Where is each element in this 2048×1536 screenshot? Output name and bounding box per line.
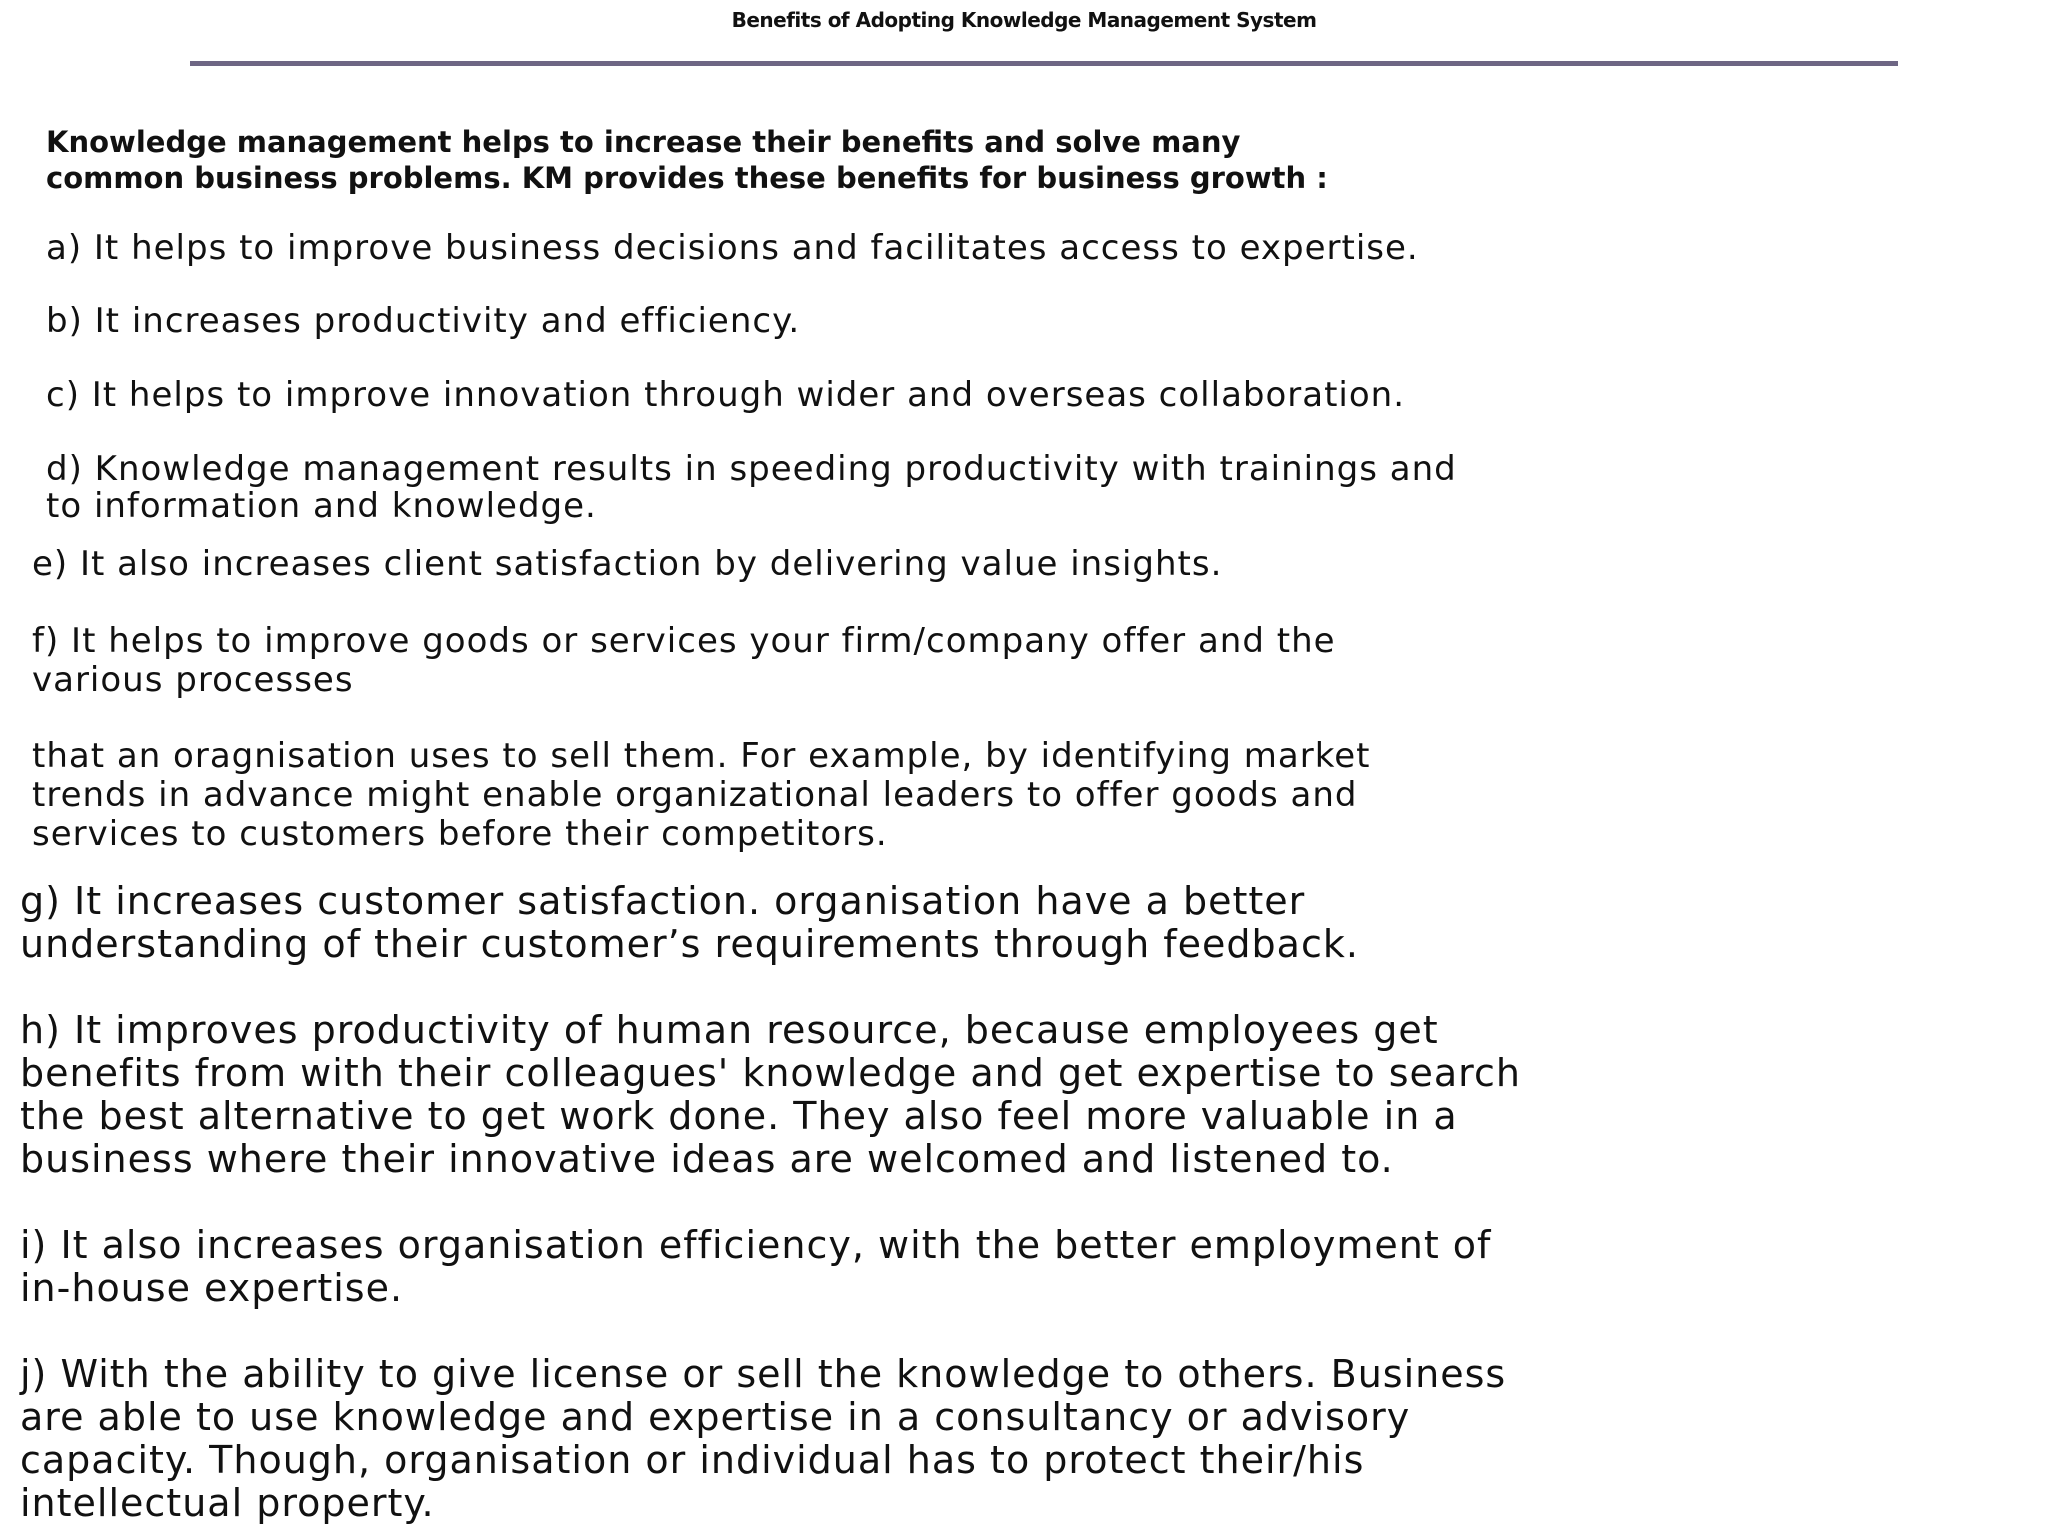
benefit-line: business where their innovative ideas are welcomed and listened to.	[20, 1137, 1394, 1181]
benefit-item-a	[46, 230, 1419, 267]
benefit-line: trends in advance might enable organizational leaders to offer goods and	[32, 775, 1358, 815]
benefit-line: that an oragnisation uses to sell them. For example, by identifying market	[32, 736, 1371, 776]
benefit-line: are able to use knowledge and expertise in a consultancy or advisory	[20, 1395, 1411, 1439]
benefit-item-h	[20, 1009, 1521, 1181]
benefit-line: capacity. Though, organisation or individual has to protect their/his	[20, 1438, 1365, 1482]
benefit-line: f) It helps to improve goods or services your firm/company offer and the	[32, 621, 1336, 661]
title-underline	[190, 61, 1898, 66]
intro-line: Knowledge management helps to increase their benefits and solve many	[46, 125, 1241, 159]
intro-line: common business problems. KM provides these benefits for business growth :	[46, 161, 1328, 195]
benefit-line: benefits from with their colleagues' knowledge and get expertise to search	[20, 1051, 1521, 1095]
benefit-item-e	[32, 546, 1222, 583]
benefit-line: j) With the ability to give license or sell the knowledge to others. Business	[20, 1352, 1507, 1396]
benefit-line: d) Knowledge management results in speeding productivity with trainings and	[46, 449, 1457, 489]
benefit-line: b) It increases productivity and efficiency.	[46, 301, 801, 341]
benefit-line: i) It also increases organisation efficiency, with the better employment of	[20, 1223, 1492, 1267]
benefit-line: c) It helps to improve innovation through wider and overseas collaboration.	[46, 375, 1406, 415]
benefit-line: the best alternative to get work done. They also feel more valuable in a	[20, 1094, 1458, 1138]
benefit-item-c	[46, 377, 1405, 414]
benefit-item-f	[32, 622, 1336, 700]
benefit-line: services to customers before their competitors.	[32, 814, 888, 854]
benefit-line: to information and knowledge.	[46, 486, 597, 526]
benefit-line: g) It increases customer satisfaction. organisation have a better	[20, 879, 1306, 923]
benefit-line: in-house expertise.	[20, 1266, 404, 1310]
benefit-line: h) It improves productivity of human resource, because employees get	[20, 1008, 1439, 1052]
benefit-line: a) It helps to improve business decisions and facilitates access to expertise.	[46, 228, 1419, 268]
intro-paragraph	[46, 124, 1946, 196]
benefit-line: intellectual property.	[20, 1481, 435, 1525]
benefit-line: understanding of their customer’s requirements through feedback.	[20, 922, 1359, 966]
benefit-item-b	[46, 303, 800, 340]
benefit-item-j	[20, 1353, 1506, 1525]
benefit-item-f-continued	[32, 737, 1370, 854]
page-title: Benefits of Adopting Knowledge Management System	[731, 8, 1317, 32]
benefit-item-d	[46, 451, 1457, 525]
benefit-line: various processes	[32, 660, 354, 700]
benefit-item-g	[20, 880, 1359, 966]
benefit-line: e) It also increases client satisfaction by delivering value insights.	[32, 544, 1223, 584]
benefit-item-i	[20, 1224, 1491, 1310]
